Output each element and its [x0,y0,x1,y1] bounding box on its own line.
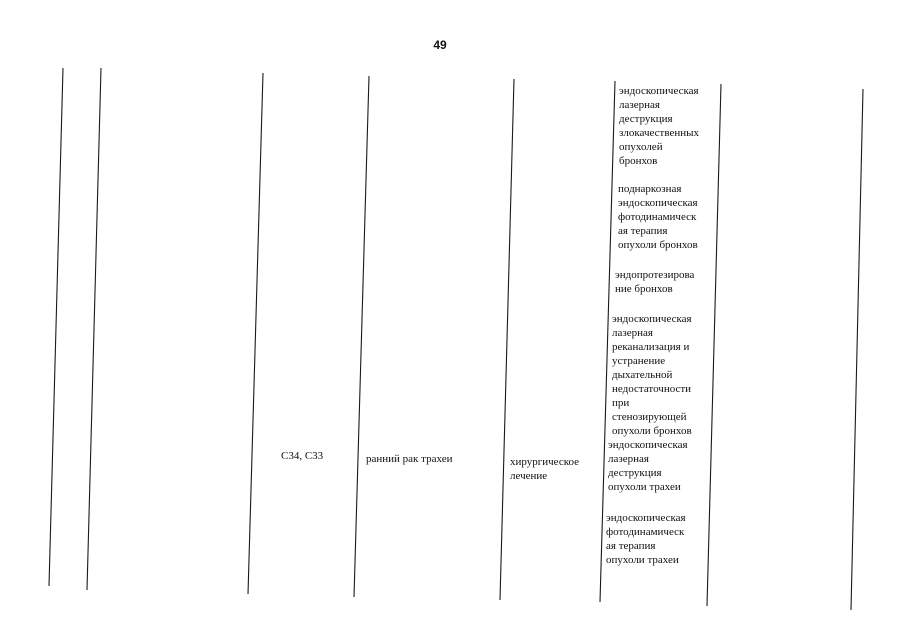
treatment-method: эндоскопическая лазерная деструкция злокачественных опухолей бронхов [619,85,700,167]
column-rule [851,89,863,610]
diagnosis-code: C34, C33 [281,450,324,462]
diagnosis-name: ранний рак трахеи [366,453,453,465]
treatment-method: эндопротезирова ние бронхов [615,269,695,295]
column-rule [500,79,514,600]
treatment-methods-list [606,84,722,567]
treatment-type: хирургическое лечение [510,456,580,482]
treatment-method: эндоскопическая лазерная деструкция опухоли трахеи [608,439,688,493]
treatment-method: эндоскопическая фотодинамическ ая терапия опухоли трахеи [606,512,686,566]
treatment-method: поднаркозная эндоскопическая фотодинамическ ая терапия опухоли бронхов [618,183,698,251]
treatment-method: эндоскопическая лазерная реканализация и устранение дыхательной недостаточности при стенозирующей опухоли бронхов [612,313,692,437]
page-number: 49 [433,38,447,52]
column-rule [354,76,369,597]
column-rule [248,73,263,594]
column-rule [87,68,101,590]
column-rule [49,68,63,586]
